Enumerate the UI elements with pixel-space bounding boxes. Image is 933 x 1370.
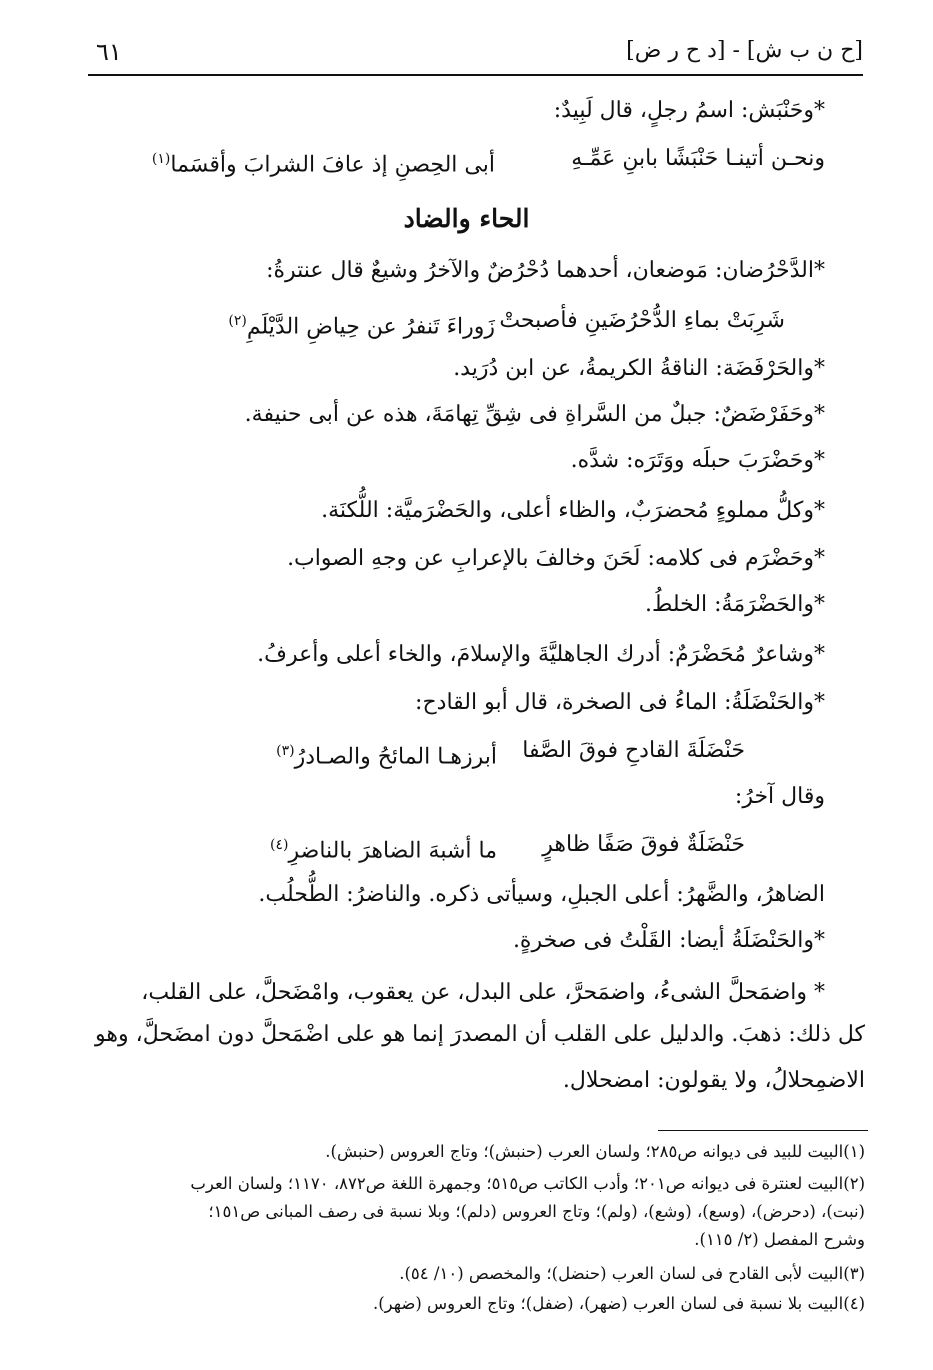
verse-3-second-hemistich: أبرزهـا المائحُ والصـادرُ$^{(٣)}$ xyxy=(276,743,497,770)
footnote-rule xyxy=(658,1130,868,1131)
entry-muhadram: *وشاعرٌ مُحَضْرَمٌ: أدرك الجاهليَّةَ والإسلامَ، والخاء أعلى وأعرفُ. xyxy=(257,642,825,667)
entry-hadraba: *وحَضْرَبَ حبلَه ووَتَرَه: شدَّه. xyxy=(570,448,825,473)
verse-1-second-hemistich: أبى الحِصنِ إذ عافَ الشرابَ وأقسَما$^{(١)}$ xyxy=(151,151,495,178)
page-header xyxy=(88,36,863,76)
entry-hanbash: *وحَنْبَش: اسمُ رجلٍ، قال لَبِيدٌ: xyxy=(553,98,825,123)
entry-idmahalla-cont-2: الاضمِحلالُ، ولا يقولون: امضحلال. xyxy=(562,1068,865,1093)
verse-4-second-hemistich: ما أشبهَ الضاهرَ بالناضرِ$^{(٤)}$ xyxy=(270,837,497,864)
entry-handala: *والحَنْضَلَةُ: الماءُ فى الصخرة، قال أبو القادح: xyxy=(415,690,825,715)
header-rule xyxy=(88,74,863,76)
footnote-2-line-3: وشرح المفصل (٢/ ١١٥). xyxy=(694,1230,865,1249)
footnote-4: (٤)البيت بلا نسبة فى لسان العرب (ضهر)، (ضفل)؛ وتاج العروس (ضهر). xyxy=(372,1294,865,1313)
footnote-3: (٣)البيت لأبى القادح فى لسان العرب (حنضل)؛ والمخصص (١٠/ ٥٤). xyxy=(399,1264,865,1283)
verse-1-first-hemistich: ونحـن أتينـا حَنْبَشًا بابنِ عَمِّـهِ xyxy=(571,146,825,171)
footnote-ref-4: (٤) xyxy=(270,837,289,853)
footnote-ref-1: (١) xyxy=(151,151,171,167)
entry-dahir: الضاهرُ، والضَّهرُ: أعلى الجبلِ، وسيأتى ذكره. والناضرُ: الطُّحلُب. xyxy=(258,882,825,907)
footnote-1: (١)البيت للبيد فى ديوانه ص٢٨٥؛ ولسان العرب (حنبش)؛ وتاج العروس (حنبش). xyxy=(325,1142,865,1161)
footnote-ref-3: (٣) xyxy=(276,743,295,759)
entry-idmahalla-cont-1: كل ذلك: ذهبَ. والدليل على القلب أن المصدرَ إنما هو على اضْمَحلَّ دون امضَحلَّ، وهو xyxy=(95,1022,865,1047)
footnote-2-line-2: (نبت)، (دحرض)، (وسع)، (وشع)، (ولم)؛ وتاج العروس (دلم)؛ وبلا نسبة فى رصف المبانى ص١٥١؛ xyxy=(208,1202,865,1221)
entry-muhdarab: *وكلُّ مملوءٍ مُحضرَبٌ، والظاء أعلى، والحَضْرَميَّة: اللُّكنَة. xyxy=(321,498,825,523)
entry-hadrama: *وحَضْرَم فى كلامه: لَحَنَ وخالفَ بالإعرابِ عن وجهِ الصواب. xyxy=(287,546,825,571)
section-heading: الحاء والضاد xyxy=(403,204,530,233)
entry-handala-qalt: *والحَنْضَلَةُ أيضا: القَلْتُ فى صخرةٍ. xyxy=(512,928,825,953)
footnote-ref-2: (٢) xyxy=(228,313,247,329)
verse-4-first-hemistich: حَنْضَلَةٌ فوقَ صَفًا ظاهرٍ xyxy=(542,832,745,857)
page-number: ٦١ xyxy=(96,38,122,66)
entry-idmahalla: * واضمَحلَّ الشىءُ، واضمَحرَّ، على البدل، عن يعقوب، وامْضَحلَّ، على القلب، xyxy=(141,980,825,1005)
entry-hadrama-mixing: *والحَضْرَمَةُ: الخلطُ. xyxy=(644,592,825,617)
entry-duhrudan: *الدَّحْرُضان: مَوضعان، أحدهما دُحْرُضٌ والآخرُ وشيعٌ قال عنترةُ: xyxy=(266,258,825,283)
verse-3-first-hemistich: حَنْضَلَةَ القادحِ فوقَ الصَّفا xyxy=(522,738,745,763)
verse-2-second-hemistich: زَوراءَ تَنفرُ عن حِياضِ الدَّيْلَمِ$^{(٢)}$ xyxy=(228,313,495,340)
entry-harfada: *والحَرْفَضَة: الناقةُ الكريمةُ، عن ابن دُرَيد. xyxy=(453,356,825,381)
running-head: [ح ن ب ش] - [د ح ر ض] xyxy=(626,38,863,63)
verse-2-first-hemistich: شَرِبَتْ بماءِ الدُّحْرُضَينِ فأصبحتْ xyxy=(499,308,785,333)
footnote-2-line-1: (٢)البيت لعنترة فى ديوانه ص٢٠١؛ وأدب الكاتب ص٥١٥؛ وجمهرة اللغة ص٨٧٢، ١١٧٠؛ ولسان العرب xyxy=(190,1174,865,1193)
entry-hafardad: *وحَفَرْضَضٌ: جبلٌ من السَّراةِ فى شِقِّ تِهامَةَ، هذه عن أبى حنيفة. xyxy=(244,402,825,427)
another-said: وقال آخرُ: xyxy=(734,784,825,809)
